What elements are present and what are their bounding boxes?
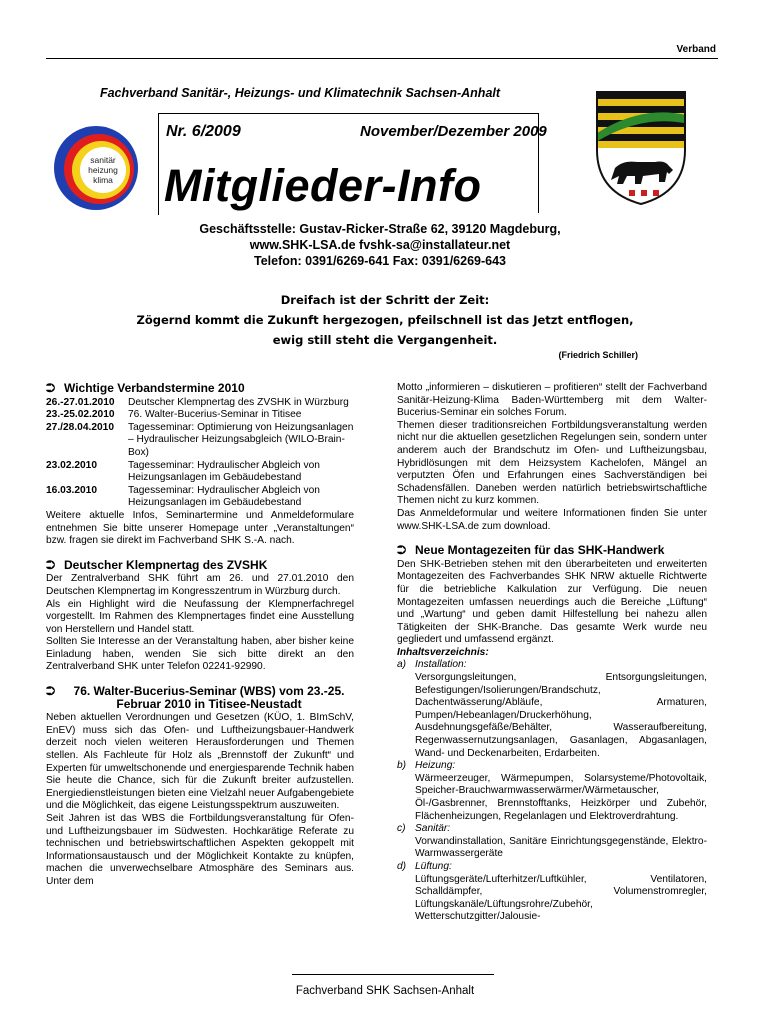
- toc-item: [397, 659, 707, 672]
- coat-of-arms-icon: [593, 88, 689, 206]
- toc-item-label: Heizung:: [415, 760, 456, 772]
- section-title-montagezeiten: Neue Montagezeiten für das SHK-Handwerk: [415, 543, 665, 558]
- newsletter-title: Mitglieder-Info: [164, 160, 482, 211]
- toc-item-text: Vorwandinstallation, Sanitäre Einrichtungsgegenstände, Elektro-Warmwassergeräte: [415, 835, 707, 860]
- issue-date: November/Dezember 2009: [360, 123, 547, 140]
- address-line-3: Telefon: 0391/6269-641 Fax: 0391/6269-643: [253, 254, 506, 268]
- wbs-paragraph-1: Neben aktuellen Verordnungen und Gesetzen (KÜO, 1. BImSchV, EnEV) muss sich das Ofen- und Luftheizungsbauer-Handwerk derzeit noch vielen weiteren Herausforderungen und Themen stellen. Als Fachleute für Holz als „Brennstoff der Zukunft“ und Experten für umweltschonende und energiesparende Technik haben Sie heute die Chance, sich für die Zukunft breiter aufzustellen. Energiedienstleistungen bieten eine Vielzahl neuer Aufgabengebiete und die Möglichkeit, das eigene Leistungsspektrum auszuweiten.: [46, 712, 354, 812]
- top-rule: [46, 58, 718, 59]
- event-text: Tagesseminar: Hydraulischer Abgleich von Heizungsanlagen im Gebäudebestand: [128, 459, 320, 484]
- toc-item-label: Lüftung:: [415, 860, 452, 872]
- logo-line-1: sanitär: [90, 155, 116, 165]
- logo-line-2: heizung: [88, 165, 118, 175]
- running-header: Verband: [676, 44, 716, 55]
- event-text: 76. Walter-Bucerius-Seminar in Titisee: [128, 409, 302, 421]
- logo-line-3: klima: [93, 175, 113, 185]
- footer-rule: [292, 974, 494, 975]
- toc-key: c): [397, 823, 406, 835]
- termine-body: Weitere aktuelle Infos, Seminartermine und Anmeldeformulare entnehmen Sie bitte unserer Homepage unter „Veranstaltungen“ bzw. fragen sie direkt im Fachverband SHK S.-A. nach.: [46, 509, 354, 547]
- issue-number: Nr. 6/2009: [166, 123, 241, 140]
- toc-item: [397, 861, 707, 874]
- section-heading: [46, 382, 354, 395]
- event-date: 23.-25.02.2010: [46, 409, 115, 421]
- klempnertag-paragraph-1: Der Zentralverband SHK führt am 26. und 27.01.2010 den Deutschen Klempnertag im Kongresszentrum in Würzburg durch.: [46, 573, 354, 597]
- wbs-paragraph-2: Seit Jahren ist das WBS die Fortbildungsveranstaltung für Ofen- und Luftheizungsbauer im Südwesten. Hochkarätige Referate zu technischen und betriebswirtschaftlichen Aspekten gekoppelt mit Informationsaustausch und der Möglichkeit Kontakte zu knüpfen, machen die unverwechselbare Atmosphäre des Seminars aus. Unter dem: [46, 813, 354, 887]
- toc-key: d): [397, 860, 407, 872]
- event-row: [46, 485, 354, 510]
- schiller-quote: [40, 290, 730, 350]
- event-text: Tagesseminar: Hydraulischer Abgleich von Heizungsanlagen im Gebäudebestand: [128, 484, 320, 509]
- toc-item-label: Sanitär:: [415, 823, 451, 835]
- montagezeiten-paragraph: Den SHK-Betrieben stehen mit den überarbeiteten und erweiterten Montagezeiten des Fachverbandes SHK NRW aktuelle Richtwerte für die betriebliche Kalkulation zur Verfügung. Die neuen Montagezeiten umfassen neuerdings auch die Bereiche „Lüftung“ und „Wartung“ und geben damit Hilfestellung bei nahezu allen Tätigkeiten der SHK-Branche. Das gesamte Werk wurde neu gegliedert und umfassend ergänzt.: [397, 558, 707, 646]
- klempnertag-paragraph-2: Als ein Highlight wird die Neufassung der Klempnerfachregel vorgestellt. Im Rahmen des Klempnertages findet eine Ausstellung von Herstellern und Handel statt.: [46, 598, 354, 635]
- section-heading: [46, 559, 354, 572]
- organization-name: Fachverband Sanitär-, Heizungs- und Klimatechnik Sachsen-Anhalt: [99, 86, 501, 100]
- footer-text: Fachverband SHK Sachsen-Anhalt: [295, 985, 475, 997]
- arrow-right-icon: ⮊: [46, 557, 56, 572]
- toc-item-text: Versorgungsleitungen, Entsorgungsleitungen, Befestigungen/Isolierungen/Brandschutz, Dachentwässerung/Abläufe, Armaturen, Pumpen/Hebeanlagen/Druckerhöhung, Ausdehnungsgefäße/Behälter, Wasseraufbereitung, Regenwassernutzungsanlagen, Gasanlagen, Abgasanlagen, Wand- und Deckenarbeiten, Erdarbeiten.: [415, 672, 707, 759]
- section-title-termine: Wichtige Verbandstermine 2010: [64, 381, 245, 395]
- right-column: [397, 382, 707, 924]
- toc-item-text: Wärmeerzeuger, Wärmepumpen, Solarsysteme/Photovoltaik, Speicher-Brauchwarmwasserwärmer/Wärmetauscher, Öl-/Gasbrenner, Brennstofftanks, Heizkörper und Zubehör, Flächenheizungen, Regelanlagen und Elektroverdrahtung.: [415, 772, 707, 822]
- event-row: [46, 409, 354, 422]
- wbs-continued-paragraph-1: Motto „informieren – diskutieren – profitieren“ stellt der Fachverband Sanitär-Heizung-Klima Baden-Württemberg mit dem Walter-Bucerius-Seminar ein solches Forum.: [397, 382, 707, 419]
- toc-item: [397, 760, 707, 773]
- toc-item: [397, 823, 707, 836]
- arrow-right-icon: ⮊: [397, 543, 407, 558]
- address-line-1: Geschäftsstelle: Gustav-Ricker-Straße 62, 39120 Magdeburg,: [199, 222, 561, 236]
- left-column: [46, 382, 354, 889]
- wbs-continued-paragraph-3: Das Anmeldeformular und weitere Informationen finden Sie unter www.SHK-LSA.de zum download.: [397, 507, 707, 532]
- section-heading: [397, 544, 707, 557]
- quote-line-3: ewig still steht die Vergangenheit.: [272, 333, 498, 347]
- section-title-wbs: 76. Walter-Bucerius-Seminar (WBS) vom 23.-25. Februar 2010 in Titisee-Neustadt: [73, 684, 345, 711]
- arrow-right-icon: ⮊: [46, 684, 56, 699]
- toc-item-text: Lüftungsgeräte/Lufterhitzer/Luftkühler, Ventilatoren, Schalldämpfer, Volumenstromregler, Lüftungskanäle/Lüftungsrohre/Zubehör, Wetterschutzgitter/Jalousie-: [415, 873, 707, 923]
- toc-key: b): [397, 760, 407, 772]
- event-row: [46, 422, 354, 460]
- event-row: [46, 397, 354, 410]
- event-text: Tagesseminar: Optimierung von Heizungsanlagen – Hydraulischer Heizungsabgleich (WILO-Brain-Box): [128, 421, 354, 458]
- event-row: [46, 460, 354, 485]
- quote-line-2: Zögernd kommt die Zukunft hergezogen, pfeilschnell ist das Jetzt entflogen,: [136, 313, 634, 327]
- toc-item-label: Installation:: [415, 659, 467, 671]
- section-title-klempnertag: Deutscher Klempnertag des ZVSHK: [64, 557, 268, 572]
- toc-label: Inhaltsverzeichnis:: [397, 646, 489, 658]
- address-line-2: www.SHK-LSA.de fvshk-sa@installateur.net: [249, 238, 511, 252]
- section-heading: [46, 685, 354, 710]
- event-date: 27./28.04.2010: [46, 421, 114, 433]
- header-box-left: [158, 113, 159, 215]
- event-date: 26.-27.01.2010: [46, 396, 115, 408]
- toc-key: a): [397, 659, 407, 671]
- shk-logo: [52, 124, 140, 212]
- header-box-top: [158, 113, 538, 114]
- quote-author: (Friedrich Schiller): [558, 350, 638, 360]
- wbs-continued-paragraph-2: Themen dieser traditionsreichen Fortbildungsveranstaltung werden nicht nur die aktuellen gesetzlichen Regelungen sein, sondern unter anderem auch der Brandschutz im Ofen- und Luftheizungsbau, Hybridlösungen mit dem Heizsystem Kachelofen, Mängel an verputzten Öfen und Erfahrungen eines Sachverständigen bei Schadensfällen. Daneben werden natürlich betriebswirtschaftliche Themen nicht zu kurz kommen.: [397, 419, 707, 507]
- arrow-right-icon: ⮊: [46, 381, 56, 395]
- event-text: Deutscher Klempnertag des ZVSHK in Würzburg: [128, 396, 349, 408]
- event-date: 16.03.2010: [46, 484, 97, 496]
- address-block: [150, 221, 610, 269]
- event-date: 23.02.2010: [46, 459, 97, 471]
- quote-line-1: Dreifach ist der Schritt der Zeit:: [280, 293, 490, 307]
- klempnertag-paragraph-3: Sollten Sie Interesse an der Veranstaltung haben, aber bisher keine Einladung haben, wenden Sie sich bitte direkt an den Zentralverband SHK unter Telefon 02241-92990.: [46, 636, 354, 673]
